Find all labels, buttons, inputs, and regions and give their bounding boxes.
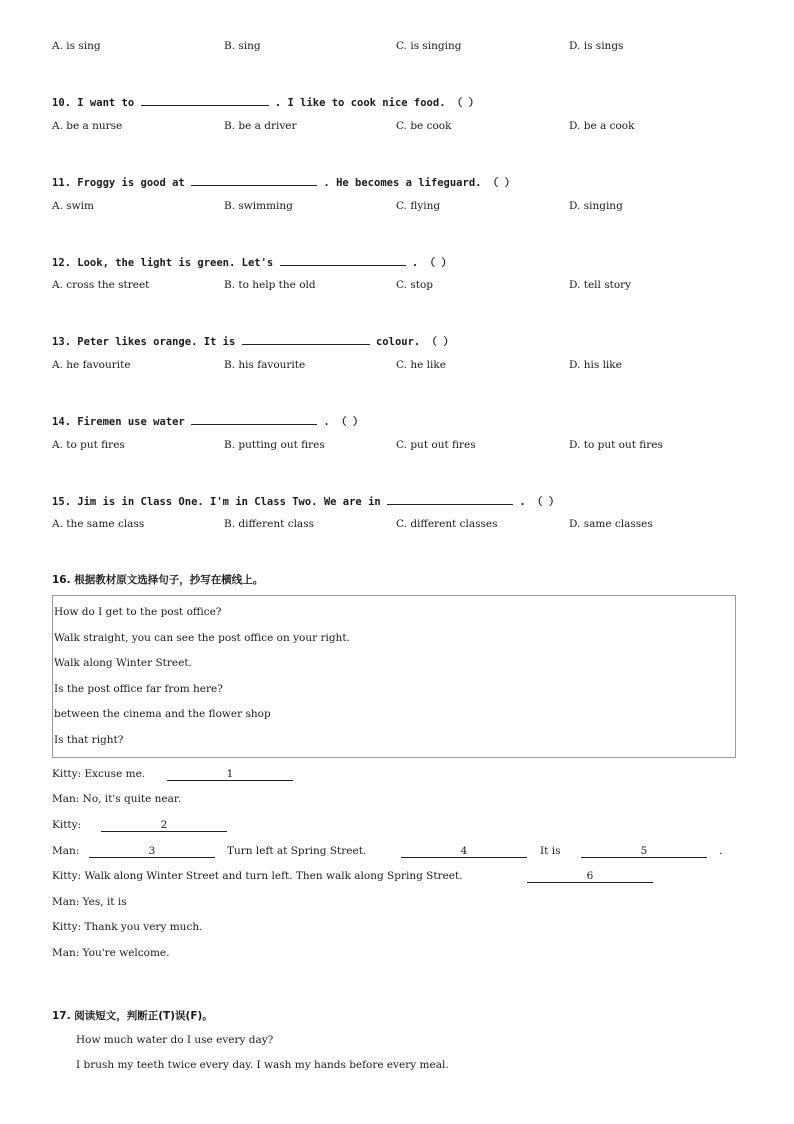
dialogue-line-4-turn-left: Turn left at Spring Street.: [227, 845, 367, 857]
q10-option-a[interactable]: A. be a nurse: [52, 120, 123, 132]
q12-stem: [52, 254, 452, 270]
q14-option-c[interactable]: C. put out fires: [396, 439, 476, 451]
blank-2[interactable]: 2: [101, 819, 227, 832]
q12-option-d[interactable]: D. tell story: [569, 279, 632, 291]
blank-5[interactable]: 5: [581, 845, 707, 858]
q14-text-after: . （ ）: [323, 416, 364, 428]
q13-option-c[interactable]: C. he like: [396, 359, 446, 371]
dialogue-line-6: Man: Yes, it is: [52, 896, 127, 908]
q16-heading: 16. 根据教材原文选择句子，抄写在横线上。: [52, 574, 264, 586]
q11-option-a[interactable]: A. swim: [52, 200, 94, 212]
q15-option-d[interactable]: D. same classes: [569, 518, 653, 530]
q11-stem: [52, 174, 515, 190]
q10-stem: [52, 94, 479, 110]
q12-text-before: 12. Look, the light is green. Let's: [52, 257, 274, 269]
blank-6[interactable]: 6: [527, 870, 653, 883]
q13-options: [52, 359, 752, 375]
q11-text-before: 11. Froggy is good at: [52, 177, 185, 189]
q14-option-b[interactable]: B. putting out fires: [224, 439, 325, 451]
q10-text-before: 10. I want to: [52, 97, 135, 109]
q10-answer-blank[interactable]: [141, 94, 269, 106]
q9-options: [52, 40, 752, 56]
q14-option-d[interactable]: D. to put out fires: [569, 439, 663, 451]
q14-options: [52, 439, 752, 455]
q10-option-b[interactable]: B. be a driver: [224, 120, 297, 132]
q15-text-after: . （ ）: [519, 496, 560, 508]
sentence-option-5: between the cinema and the flower shop: [54, 708, 271, 720]
sentence-option-2: Walk straight, you can see the post office on your right.: [54, 632, 350, 644]
q17-passage-line-1: How much water do I use every day?: [76, 1034, 274, 1046]
q17-heading: 17. 阅读短文，判断正(T)误(F)。: [52, 1010, 213, 1022]
q13-answer-blank[interactable]: [242, 333, 370, 345]
dialogue-line-4-it-is: It is: [540, 845, 561, 857]
blank-4[interactable]: 4: [401, 845, 527, 858]
q12-option-b[interactable]: B. to help the old: [224, 279, 316, 291]
q13-option-d[interactable]: D. his like: [569, 359, 622, 371]
q10-text-after: . I like to cook nice food. （ ）: [274, 97, 480, 109]
q14-stem: [52, 413, 363, 429]
q12-options: [52, 279, 752, 295]
q13-option-a[interactable]: A. he favourite: [52, 359, 131, 371]
sentence-option-4: Is the post office far from here?: [54, 683, 223, 695]
q11-options: [52, 200, 752, 216]
blank-1[interactable]: 1: [167, 768, 293, 781]
q14-text-before: 14. Firemen use water: [52, 416, 185, 428]
q15-option-a[interactable]: A. the same class: [52, 518, 145, 530]
blank-3[interactable]: 3: [89, 845, 215, 858]
q12-text-after: . （ ）: [411, 257, 452, 269]
q14-option-a[interactable]: A. to put fires: [52, 439, 125, 451]
q9-option-a[interactable]: A. is sing: [52, 40, 101, 52]
dialogue-line-2: Man: No, it's quite near.: [52, 793, 182, 805]
q13-stem: [52, 333, 454, 349]
q13-text-before: 13. Peter likes orange. It is: [52, 336, 236, 348]
q15-option-b[interactable]: B. different class: [224, 518, 314, 530]
q15-stem: [52, 493, 559, 509]
q9-option-b[interactable]: B. sing: [224, 40, 261, 52]
q13-option-b[interactable]: B. his favourite: [224, 359, 306, 371]
q11-answer-blank[interactable]: [191, 174, 317, 186]
q12-option-a[interactable]: A. cross the street: [52, 279, 150, 291]
dialogue-line-4-speaker: Man:: [52, 845, 80, 857]
q10-option-d[interactable]: D. be a cook: [569, 120, 635, 132]
sentence-option-3: Walk along Winter Street.: [54, 657, 192, 669]
q11-option-b[interactable]: B. swimming: [224, 200, 293, 212]
q11-option-d[interactable]: D. singing: [569, 200, 623, 212]
q9-option-d[interactable]: D. is sings: [569, 40, 624, 52]
dialogue-line-7: Kitty: Thank you very much.: [52, 921, 203, 933]
q10-option-c[interactable]: C. be cook: [396, 120, 452, 132]
q14-answer-blank[interactable]: [191, 413, 317, 425]
q15-answer-blank[interactable]: [387, 493, 513, 505]
q9-option-c[interactable]: C. is singing: [396, 40, 462, 52]
dialogue-line-5: Kitty: Walk along Winter Street and turn left. Then walk along Spring Street.: [52, 870, 463, 882]
q15-option-c[interactable]: C. different classes: [396, 518, 498, 530]
q15-text-before: 15. Jim is in Class One. I'm in Class Two. We are in: [52, 496, 381, 508]
sentence-option-6: Is that right?: [54, 734, 124, 746]
q11-text-after: . He becomes a lifeguard. （ ）: [323, 177, 516, 189]
q12-option-c[interactable]: C. stop: [396, 279, 433, 291]
q12-answer-blank[interactable]: [280, 254, 406, 266]
dialogue-line-8: Man: You're welcome.: [52, 947, 170, 959]
q16-sentence-bank: [52, 595, 736, 758]
dialogue-line-4-period: .: [719, 845, 723, 857]
q13-text-after: colour. （ ）: [375, 336, 454, 348]
sentence-option-1: How do I get to the post office?: [54, 606, 222, 618]
q10-options: [52, 120, 752, 136]
dialogue-line-1: Kitty: Excuse me.: [52, 768, 146, 780]
q15-options: [52, 518, 752, 534]
q11-option-c[interactable]: C. flying: [396, 200, 441, 212]
dialogue-line-3: Kitty:: [52, 819, 82, 831]
q17-passage-line-2: I brush my teeth twice every day. I wash my hands before every meal.: [76, 1059, 449, 1071]
